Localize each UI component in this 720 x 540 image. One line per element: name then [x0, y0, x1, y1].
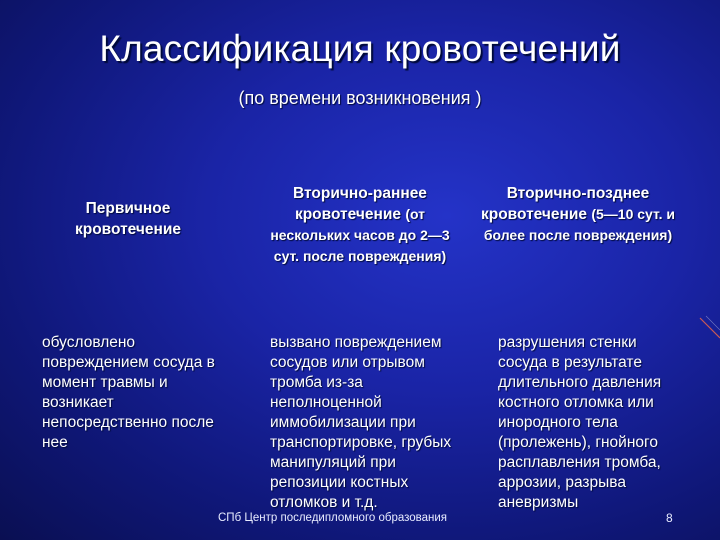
column-header-title: Вторично-раннее кровотечение	[293, 185, 427, 223]
footer-text: СПб Центр последипломного образования	[218, 512, 448, 524]
page-number: 8	[666, 511, 673, 525]
column-body-secondary-early: вызвано повреждением сосудов или отрывом тромба из-за неполноценной иммобилизации при транспортировке, грубых манипуляций при репозиции костных отломков и т.д.	[270, 334, 452, 511]
column-header-note: (5—10 сут. и более после повреждения)	[483, 206, 676, 243]
column-header-note: (от нескольких часов до 2—3 сут. после повреждения)	[270, 206, 450, 264]
column-header-title: Первичное кровотечение	[74, 200, 182, 238]
column-header-secondary-early	[262, 183, 458, 267]
column-body-primary: обусловлено повреждением сосуда в момент травмы и возникает непосредственно после нее	[42, 334, 215, 451]
column-header-secondary-late	[480, 183, 676, 246]
column-header-title: Вторично-позднее кровотечение	[480, 185, 650, 223]
column-body-secondary-late: разрушения стенки сосуда в результате длительного давления костного отломка или инородного тела (пролежень), гнойного расплавления тромба, аррозии, разрыва аневризмы	[498, 334, 662, 511]
column-header-primary	[44, 198, 212, 240]
slide-title: Классификация кровотечений	[99, 28, 621, 69]
slide-subtitle: (по времени возникновения )	[238, 88, 482, 108]
